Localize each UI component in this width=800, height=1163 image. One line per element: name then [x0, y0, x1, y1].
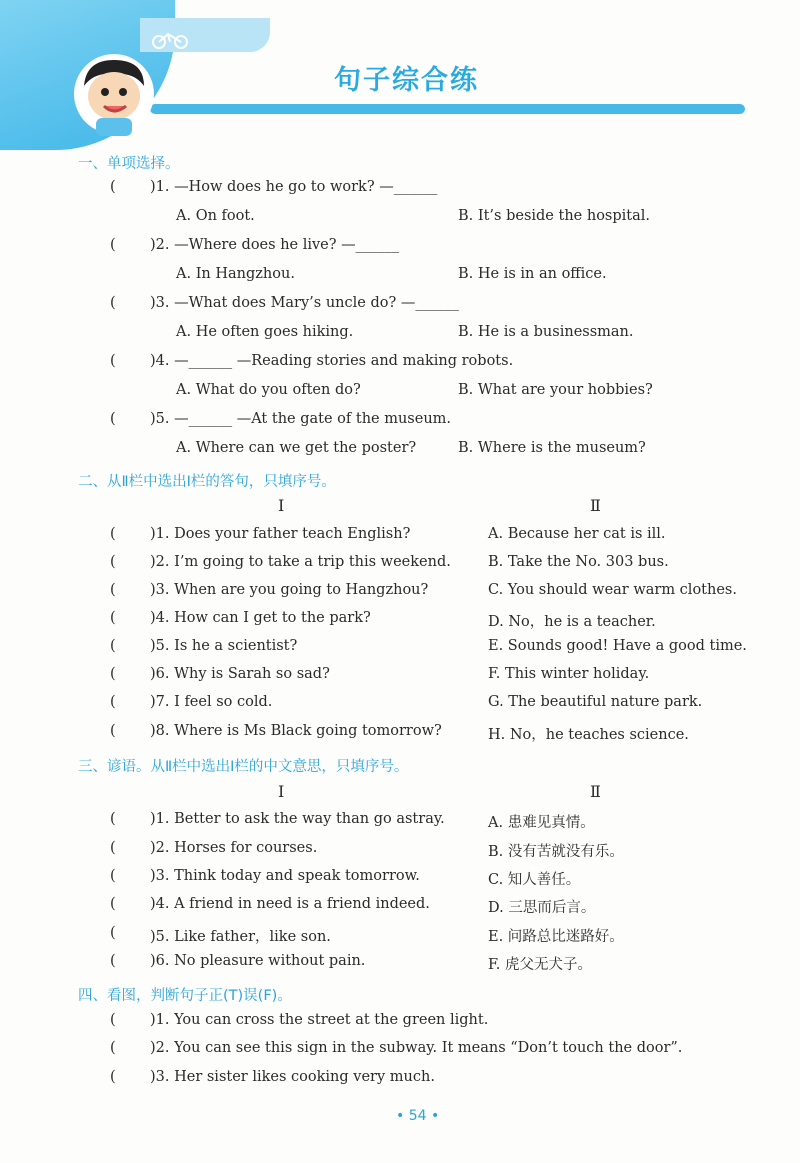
proverb: )6. No pleasure without pain.	[150, 953, 366, 969]
option-a: A. Where can we get the poster?	[176, 440, 417, 456]
answer-blank[interactable]: (	[110, 840, 116, 856]
header-bar	[150, 104, 745, 114]
matching-question: )1. Does your father teach English?	[150, 526, 411, 542]
answer-blank[interactable]: (	[110, 353, 116, 369]
option-b: B. He is in an office.	[458, 266, 607, 282]
matching-question: )8. Where is Ms Black going tomorrow?	[150, 723, 442, 739]
proverb-meaning: C. 知人善任。	[488, 872, 581, 888]
option-a: A. He often goes hiking.	[176, 324, 354, 340]
matching-answer: A. Because her cat is ill.	[488, 526, 666, 542]
answer-blank[interactable]: (	[110, 554, 116, 570]
boy-avatar-icon	[70, 52, 158, 138]
proverb: )4. A friend in need is a friend indeed.	[150, 896, 430, 912]
section-1-heading: 一、单项选择。	[78, 156, 180, 172]
question-text: )5. —______ —At the gate of the museum.	[150, 411, 452, 427]
matching-question: )5. Is he a scientist?	[150, 638, 298, 654]
matching-answer: D. No，he is a teacher.	[488, 614, 656, 630]
option-a: A. On foot.	[176, 208, 255, 224]
column-ii-header: Ⅱ	[590, 782, 601, 801]
proverb: )3. Think today and speak tomorrow.	[150, 868, 420, 884]
proverb: )5. Like father，like son.	[150, 929, 331, 945]
matching-question: )2. I’m going to take a trip this weekend.	[150, 554, 451, 570]
answer-blank[interactable]: (	[110, 953, 116, 969]
question-text: )2. —Where does he live? —______	[150, 237, 400, 253]
matching-question: )4. How can I get to the park?	[150, 610, 371, 626]
statement: )1. You can cross the street at the green light.	[150, 1012, 489, 1028]
answer-blank[interactable]: (	[110, 237, 116, 253]
proverb-meaning: D. 三思而后言。	[488, 900, 596, 916]
option-b: B. He is a businessman.	[458, 324, 634, 340]
answer-blank[interactable]: (	[110, 666, 116, 682]
column-i-header: Ⅰ	[278, 496, 285, 515]
question-text: )3. —What does Mary’s uncle do? —______	[150, 295, 459, 311]
question-text: )1. —How does he go to work? —______	[150, 179, 438, 195]
matching-answer: H. No，he teaches science.	[488, 727, 689, 743]
section-4-heading: 四、看图，判断句子正(T)误(F)。	[78, 988, 292, 1004]
question-text: )4. —______ —Reading stories and making robots.	[150, 353, 514, 369]
answer-blank[interactable]: (	[110, 694, 116, 710]
answer-blank[interactable]: (	[110, 723, 116, 739]
option-b: B. Where is the museum?	[458, 440, 646, 456]
answer-blank[interactable]: (	[110, 179, 116, 195]
column-ii-header: Ⅱ	[590, 496, 601, 515]
statement: )2. You can see this sign in the subway. It means “Don’t touch the door”.	[150, 1040, 683, 1056]
proverb-meaning: E. 问路总比迷路好。	[488, 929, 624, 945]
proverb: )2. Horses for courses.	[150, 840, 318, 856]
matching-question: )7. I feel so cold.	[150, 694, 273, 710]
matching-answer: B. Take the No. 303 bus.	[488, 554, 669, 570]
answer-blank[interactable]: (	[110, 896, 116, 912]
answer-blank[interactable]: (	[110, 295, 116, 311]
matching-answer: G. The beautiful nature park.	[488, 694, 703, 710]
proverb-meaning: F. 虎父无犬子。	[488, 957, 593, 973]
proverb-meaning: B. 没有苦就没有乐。	[488, 844, 624, 860]
option-b: B. What are your hobbies?	[458, 382, 653, 398]
answer-blank[interactable]: (	[110, 1069, 116, 1085]
answer-blank[interactable]: (	[110, 411, 116, 427]
page-title: 句子综合练	[334, 65, 479, 96]
answer-blank[interactable]: (	[110, 925, 116, 941]
column-i-header: Ⅰ	[278, 782, 285, 801]
answer-blank[interactable]: (	[110, 582, 116, 598]
page-number: • 54 •	[396, 1108, 440, 1124]
proverb-meaning: A. 患难见真情。	[488, 815, 595, 831]
statement: )3. Her sister likes cooking very much.	[150, 1069, 435, 1085]
answer-blank[interactable]: (	[110, 526, 116, 542]
answer-blank[interactable]: (	[110, 868, 116, 884]
bicycle-icon	[150, 30, 190, 50]
section-3-heading: 三、谚语。从Ⅱ栏中选出Ⅰ栏的中文意思，只填序号。	[78, 759, 409, 775]
matching-answer: C. You should wear warm clothes.	[488, 582, 737, 598]
answer-blank[interactable]: (	[110, 638, 116, 654]
answer-blank[interactable]: (	[110, 811, 116, 827]
section-2-heading: 二、从Ⅱ栏中选出Ⅰ栏的答句，只填序号。	[78, 474, 336, 490]
matching-question: )6. Why is Sarah so sad?	[150, 666, 330, 682]
option-a: A. In Hangzhou.	[176, 266, 295, 282]
answer-blank[interactable]: (	[110, 1012, 116, 1028]
option-b: B. It’s beside the hospital.	[458, 208, 651, 224]
proverb: )1. Better to ask the way than go astray.	[150, 811, 445, 827]
option-a: A. What do you often do?	[176, 382, 361, 398]
answer-blank[interactable]: (	[110, 1040, 116, 1056]
matching-answer: E. Sounds good! Have a good time.	[488, 638, 747, 654]
matching-question: )3. When are you going to Hangzhou?	[150, 582, 429, 598]
answer-blank[interactable]: (	[110, 610, 116, 626]
matching-answer: F. This winter holiday.	[488, 666, 650, 682]
